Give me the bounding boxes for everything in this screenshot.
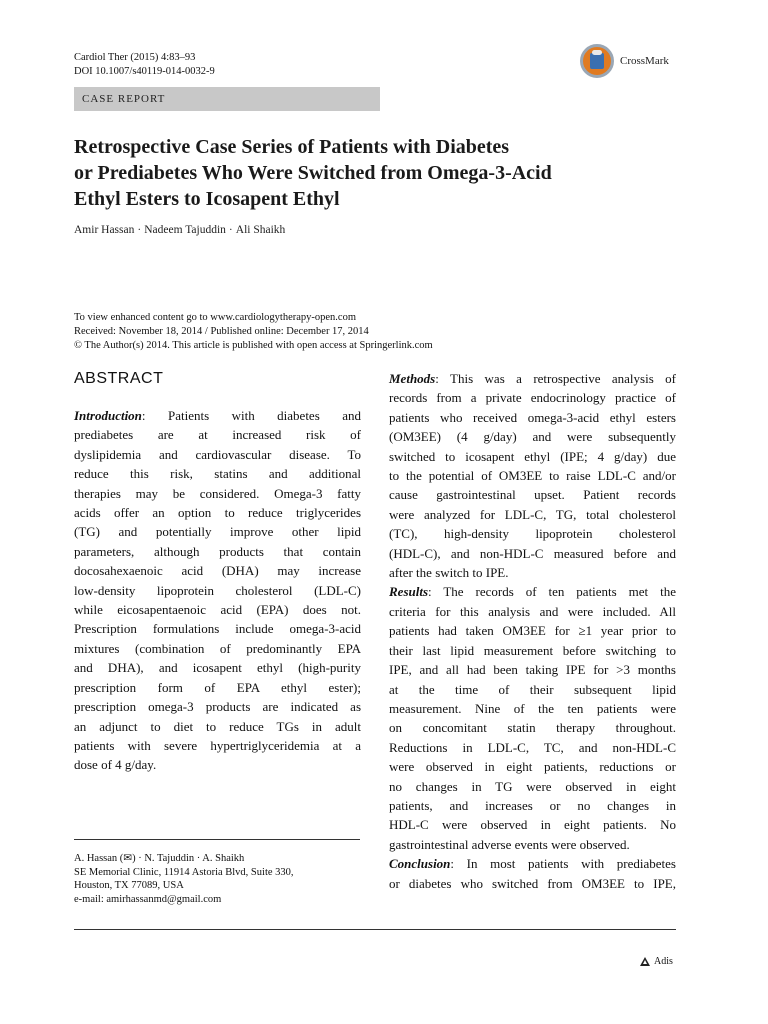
title-line: or Prediabetes Who Were Switched from Omega-3-Acid — [74, 162, 552, 184]
text-line: on concomitant statin therapy throughout. — [389, 720, 676, 736]
author-name: Nadeem Tajuddin — [144, 224, 226, 236]
doi[interactable]: DOI 10.1007/s40119-014-0032-9 — [74, 66, 215, 77]
copyright-notice: © The Author(s) 2014. This article is published with open access at Springerlink.com — [74, 340, 433, 351]
author-name: Ali Shaikh — [235, 224, 286, 236]
journal-citation: Cardiol Ther (2015) 4:83–93 — [74, 52, 196, 63]
text-line-content: : Patients with diabetes and — [141, 408, 361, 423]
text-line: patients, and increases or no changes in — [389, 797, 676, 813]
text-line: to the potential of OM3EE to raise LDL-C and/or — [389, 468, 676, 484]
text-line: were observed in eight patients, reductions or — [389, 759, 676, 775]
conclusion-label: Conclusion — [389, 856, 451, 872]
text-line: measurement. Nine of the ten patients were — [389, 700, 676, 716]
footnote-authors: A. Hassan (✉) · N. Tajuddin · A. Shaikh — [74, 853, 245, 864]
text-line: parameters, although products that contain — [74, 543, 361, 559]
text-line: patients who received omega-3-acid ethyl esters — [389, 409, 676, 425]
crossmark-label: CrossMark — [620, 55, 669, 67]
methods-label: Methods — [389, 371, 436, 386]
crossmark-badge[interactable] — [580, 42, 680, 80]
publisher-mark — [640, 956, 673, 967]
page-bottom-divider — [74, 929, 676, 930]
text-line: low-density lipoprotein cholesterol (LDL-C) — [74, 582, 361, 598]
author-separator: · — [137, 224, 142, 236]
footnote-divider — [74, 839, 360, 840]
text-line: Reductions in LDL-C, TC, and non-HDL-C — [389, 739, 676, 755]
title-line: Ethyl Esters to Icosapent Ethyl — [74, 188, 340, 210]
text-line: prediabetes are at increased risk of — [74, 427, 361, 443]
text-line: or diabetes who switched from OM3EE to IPE, — [389, 875, 676, 891]
text-line: IPE, and all had been taking IPE for >3 months — [389, 662, 676, 678]
text-line: patients had taken OM3EE for ≥1 year prior to — [389, 623, 676, 639]
introduction-label: Introduction — [74, 408, 142, 423]
text-line-content: : In most patients with prediabetes — [450, 856, 676, 872]
crossmark-icon — [580, 44, 614, 78]
publication-info — [74, 311, 433, 353]
text-line: therapies may be considered. Omega-3 fatty — [74, 485, 361, 501]
abstract-heading: ABSTRACT — [74, 370, 164, 387]
text-line: dose of 4 g/day. — [74, 757, 157, 773]
text-line: no changes in TG were observed in eight — [389, 778, 676, 794]
text-line-content: : This was a retrospective analysis of — [435, 371, 676, 386]
text-line: prescription form of EPA ethyl ester); — [74, 679, 361, 695]
text-line: reduce this risk, statins and additional — [74, 466, 361, 482]
text-line: records from a private endocrinology practice of — [389, 390, 676, 406]
abstract-right-column — [389, 369, 676, 893]
enhanced-content-link[interactable]: To view enhanced content go to www.cardiologytherapy-open.com — [74, 312, 356, 323]
text-line: dyslipidemia and cardiovascular disease. To — [74, 446, 361, 462]
text-line: (TC), high-density lipoprotein cholesterol — [389, 526, 676, 542]
text-line: (OM3EE) (4 g/day) and were subsequently — [389, 429, 676, 445]
text-line: (HDL-C), and non-HDL-C measured before and — [389, 545, 676, 561]
adis-triangle-icon — [640, 957, 650, 966]
text-line: acids offer an option to reduce triglycerides — [74, 505, 361, 521]
journal-meta — [74, 51, 215, 79]
author-name: Amir Hassan — [74, 224, 135, 236]
publisher-label: Adis — [654, 956, 673, 967]
title-line: Retrospective Case Series of Patients with Diabetes — [74, 136, 510, 158]
abstract-left-column — [74, 406, 361, 775]
text-line: (TG) and potentially improve other lipid — [74, 524, 361, 540]
text-line: patients with severe hypertriglyceridemia at a — [74, 737, 361, 753]
text-line: switched to icosapent ethyl (IPE; 4 g/day) due — [389, 448, 676, 464]
footnote-address: SE Memorial Clinic, 11914 Astoria Blvd, Suite 330, — [74, 866, 294, 878]
footnote-email[interactable]: e-mail: amirhassanmd@gmail.com — [74, 893, 222, 905]
text-line: Prescription formulations include omega-3-acid — [74, 621, 361, 637]
results-label: Results — [389, 584, 429, 600]
text-line — [389, 369, 676, 388]
text-line — [389, 582, 676, 601]
text-line: an adjunct to diet to reduce TGs in adult — [74, 718, 361, 734]
text-line: criteria for this analysis and were included. All — [389, 603, 676, 619]
text-line: mixtures (combination of predominantly EPA — [74, 640, 361, 656]
article-title — [74, 134, 694, 212]
text-line-content: : The records of ten patients met the — [428, 584, 676, 600]
correspondence-footnote — [74, 852, 294, 906]
text-line — [389, 854, 676, 873]
text-line: HDL-C were observed in eight patients. No — [389, 817, 676, 833]
text-line: while eicosapentaenoic acid (EPA) does not. — [74, 602, 361, 618]
text-line: cause gastrointestinal upset. Patient records — [389, 487, 676, 503]
footnote-address: Houston, TX 77089, USA — [74, 880, 184, 891]
author-separator: · — [228, 224, 233, 236]
text-line: were analyzed for LDL-C, TG, total cholesterol — [389, 506, 676, 522]
text-line: prescription omega-3 products are indicated as — [74, 699, 361, 715]
text-line: their last lipid measurement before switching to — [389, 642, 676, 658]
text-line: at the time of their subsequent lipid — [389, 681, 676, 697]
text-line: gastrointestinal adverse events were observed. — [389, 836, 630, 852]
text-line: docosahexaenoic acid (DHA) may increase — [74, 563, 361, 579]
text-line: after the switch to IPE. — [389, 565, 509, 581]
publication-dates: Received: November 18, 2014 / Published online: December 17, 2014 — [74, 326, 369, 337]
author-list — [74, 224, 285, 236]
section-label: CASE REPORT — [74, 87, 380, 111]
text-line — [74, 406, 361, 425]
text-line: and DHA), and icosapent ethyl (high-purity — [74, 660, 361, 676]
